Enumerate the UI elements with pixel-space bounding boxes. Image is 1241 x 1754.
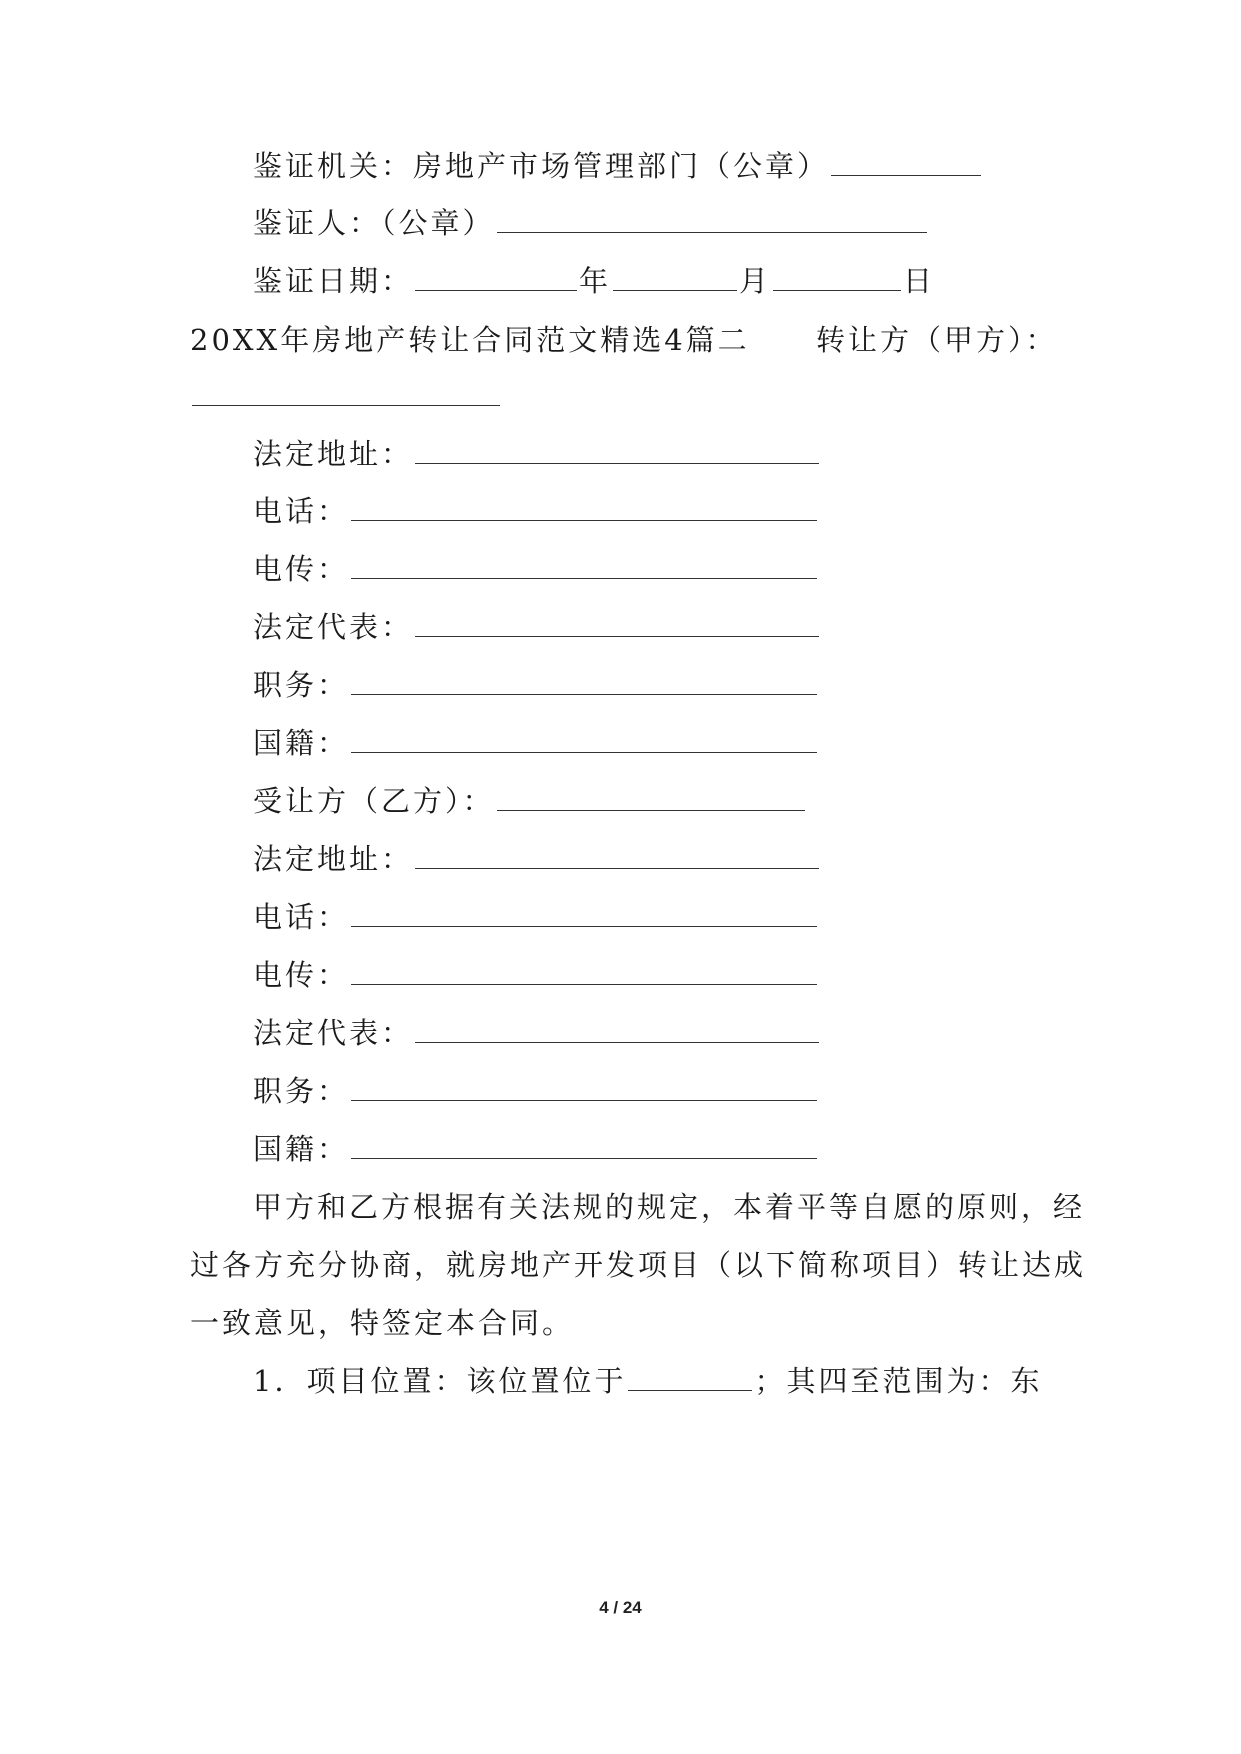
party-a-nationality-label: 国籍： <box>253 726 350 760</box>
day-label: 日 <box>903 264 936 298</box>
year-label: 年 <box>579 264 612 298</box>
party-a-telex-line <box>253 549 819 589</box>
party-b-phone-label: 电话： <box>253 900 350 934</box>
party-b-address-label: 法定地址： <box>253 842 414 876</box>
party-a-address-line <box>253 434 821 474</box>
verifier-line <box>253 203 929 243</box>
blank-field <box>415 1018 819 1043</box>
party-b-nationality-label: 国籍： <box>253 1132 350 1166</box>
party-a-phone-line <box>253 491 819 531</box>
blank-field <box>351 554 817 579</box>
blank-field <box>497 786 805 811</box>
transferor-heading <box>816 320 1058 360</box>
section-title: 20XX年房地产转让合同范文精选4篇二 <box>190 323 750 357</box>
party-a-position-label: 职务： <box>253 668 350 702</box>
month-label: 月 <box>739 264 772 298</box>
paragraph-text: 过各方充分协商，就房地产开发项目（以下简称项目）转让达成 <box>190 1248 1087 1282</box>
verification-date-line <box>253 261 935 301</box>
party-a-telex-label: 电传： <box>253 552 350 586</box>
party-b-position-label: 职务： <box>253 1074 350 1108</box>
party-b-legal-rep-label: 法定代表： <box>253 1016 414 1050</box>
clause-1-text: 1．项目位置：该位置位于 <box>253 1364 627 1398</box>
page-number: 4 / 24 <box>599 1598 642 1617</box>
blank-field <box>415 844 819 869</box>
verification-authority-label: 鉴证机关：房地产市场管理部门（公章） <box>253 149 830 183</box>
transferor-name-blank-line <box>190 376 502 416</box>
clause-1-text-cont: ；其四至范围为：东 <box>754 1364 1043 1398</box>
blank-field <box>351 902 817 927</box>
party-a-position-line <box>253 665 819 705</box>
day-blank <box>773 266 901 291</box>
blank-field <box>415 439 819 464</box>
location-blank <box>628 1366 752 1391</box>
verification-authority-line <box>253 146 983 186</box>
paragraph-text: 一致意见，特签定本合同。 <box>190 1306 575 1340</box>
blank-field <box>351 670 817 695</box>
party-b-nationality-line <box>253 1129 819 1169</box>
section-title-line <box>190 320 750 360</box>
party-b-legal-rep-line <box>253 1013 821 1053</box>
blank-field <box>351 1134 817 1159</box>
clause-1-line <box>253 1361 1042 1401</box>
paragraph-line <box>253 1187 1085 1227</box>
blank-field <box>351 728 817 753</box>
transferor-name-blank <box>192 381 500 406</box>
party-a-phone-label: 电话： <box>253 494 350 528</box>
blank-field <box>497 208 927 233</box>
party-b-position-line <box>253 1071 819 1111</box>
paragraph-line <box>190 1245 1086 1285</box>
month-blank <box>613 266 737 291</box>
party-b-address-line <box>253 839 821 879</box>
year-blank <box>415 266 577 291</box>
party-b-phone-line <box>253 897 819 937</box>
blank-field <box>831 151 981 176</box>
blank-field <box>351 960 817 985</box>
blank-field <box>351 1076 817 1101</box>
blank-field <box>351 496 817 521</box>
blank-field <box>415 612 819 637</box>
transferee-label: 受让方（乙方）： <box>253 784 495 818</box>
party-a-address-label: 法定地址： <box>253 437 414 471</box>
party-a-legal-rep-line <box>253 607 821 647</box>
party-b-telex-line <box>253 955 819 995</box>
party-a-nationality-line <box>253 723 819 763</box>
verifier-label: 鉴证人：（公章） <box>253 206 495 240</box>
transferor-label: 转让方（甲方）： <box>816 323 1058 357</box>
party-a-legal-rep-label: 法定代表： <box>253 610 414 644</box>
paragraph-line <box>190 1303 574 1343</box>
verification-date-label: 鉴证日期： <box>253 264 414 298</box>
transferee-line <box>253 781 807 821</box>
party-b-telex-label: 电传： <box>253 958 350 992</box>
paragraph-text: 甲方和乙方根据有关法规的规定，本着平等自愿的原则，经 <box>253 1190 1086 1224</box>
